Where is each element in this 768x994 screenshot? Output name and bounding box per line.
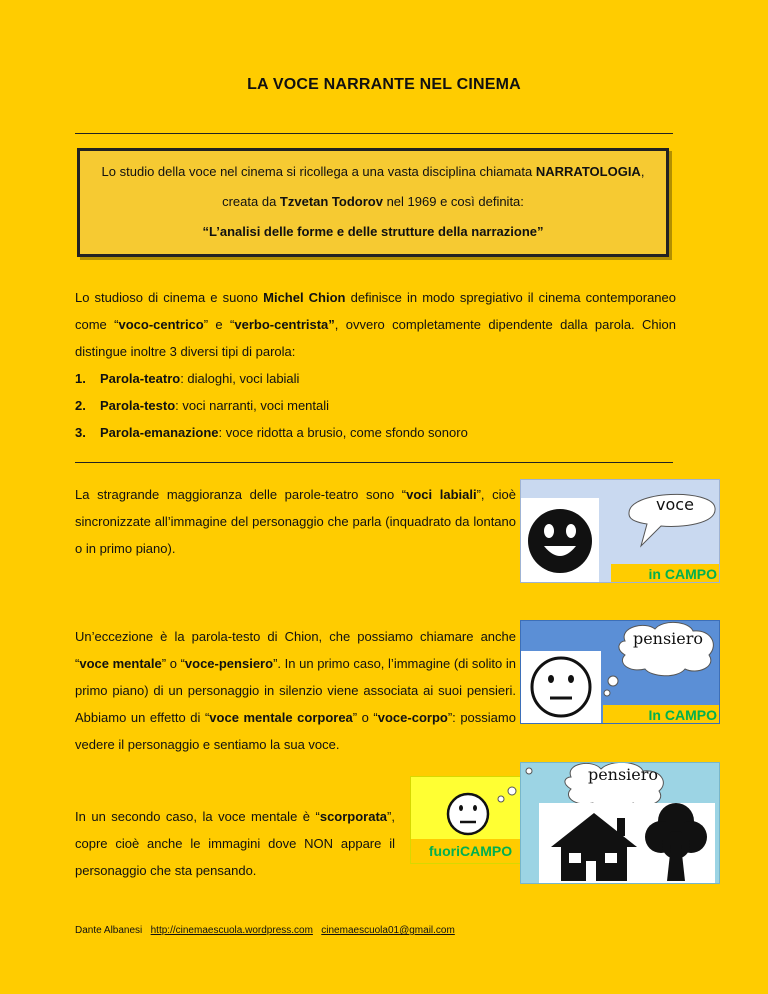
disembodied-voice-paragraph: In un secondo caso, la voce mentale è “scorporata”, copre cioè anche le immagini dove NON appare il personaggio che sta pensando. <box>75 809 395 878</box>
in-campo-label: in CAMPO <box>611 564 720 583</box>
footer-author: Dante Albanesi <box>75 925 143 936</box>
divider-middle <box>75 462 673 463</box>
footer <box>75 925 455 936</box>
mental-voice-paragraph: Un’eccezione è la parola-testo di Chion, che possiamo chiamare anche “voce mentale” o “voce-pensiero”. In un primo caso, l’immagine (di solito in primo piano) di un personaggio in silenzio viene associata ai suoi pensieri. Abbiamo un effetto di “voce mentale corporea” o “voce-corpo”: possiamo vedere il personaggio e sentiamo la sua voce. <box>75 629 516 752</box>
list-item: 3. Parola-emanazione: voce ridotta a brusio, come sfondo sonoro <box>75 425 468 440</box>
thought-bubble-text: pensiero <box>632 629 704 648</box>
divider-top <box>75 133 673 134</box>
definition-box <box>77 148 669 257</box>
lip-voices-paragraph: La stragrande maggioranza delle parole-teatro sono “voci labiali”, cioè sincronizzate all’immagine del personaggio che parla (inquadrato da lontano o in primo piano). <box>75 487 516 556</box>
embodied-thought-illustration <box>520 620 720 724</box>
list-item: 1. Parola-teatro: dialoghi, voci labiali <box>75 371 300 386</box>
intro-paragraph: Lo studioso di cinema e suono Michel Chion definisce in modo spregiativo il cinema contemporaneo come “voco-centrico” e “verbo-centrista”, ovvero completamente dipendente dalla parola. Chion distingue inoltre 3 diversi tipi di parola: <box>75 290 676 359</box>
footer-site-link[interactable]: http://cinemaescuola.wordpress.com <box>150 925 313 936</box>
offscreen-thinker-illustration <box>410 776 529 864</box>
footer-email-link[interactable]: cinemaescuola01@gmail.com <box>321 925 455 936</box>
lip-voice-illustration <box>520 479 720 583</box>
box-quote: “L’analisi delle forme e delle strutture della narrazione” <box>202 224 544 239</box>
speech-types-list <box>75 365 675 446</box>
speech-bubble-text: voce <box>656 495 694 514</box>
house-tree-illustration <box>520 762 720 884</box>
in-campo-label-2: In CAMPO <box>603 705 720 724</box>
page-title: LA VOCE NARRANTE NEL CINEMA <box>247 76 521 93</box>
fuori-campo-label: fuoriCAMPO <box>411 839 529 863</box>
thought-bubble-text-2: pensiero <box>587 765 659 784</box>
box-line-1: Lo studio della voce nel cinema si ricollega a una vasta disciplina chiamata NARRATOLOGIA, <box>101 164 645 179</box>
box-line-2: creata da Tzvetan Todorov nel 1969 e così definita: <box>222 194 524 209</box>
list-item: 2. Parola-testo: voci narranti, voci mentali <box>75 398 330 413</box>
